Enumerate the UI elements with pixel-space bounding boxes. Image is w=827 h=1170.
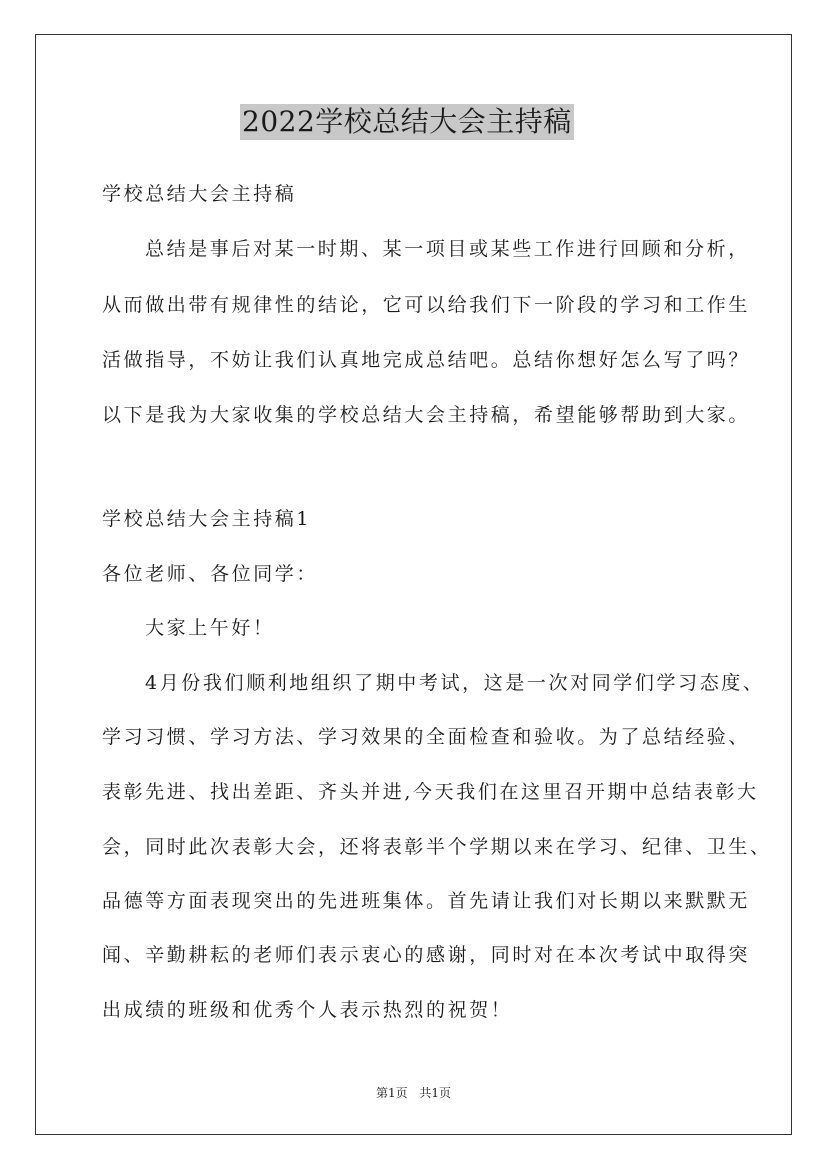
body-line: 闻、辛勤耕耘的老师们表示衷心的感谢，同时对在本次考试中取得突 (102, 944, 751, 966)
body-line: 出成绩的班级和优秀个人表示热烈的祝贺！ (102, 999, 513, 1021)
body-line: 表彰先进、找出差距、齐头并进,今天我们在这里召开期中总结表彰大 (102, 781, 759, 803)
intro-line: 从而做出带有规律性的结论，它可以给我们下一阶段的学习和工作生 (102, 294, 751, 316)
page-footer (0, 1085, 827, 1101)
body-line: 会，同时此次表彰大会，还将表彰半个学期以来在学习、纪律、卫生、 (102, 836, 772, 858)
body-line: 学习习惯、学习方法、学习效果的全面检查和验收。为了总结经验、 (102, 726, 751, 748)
body-line: 4月份我们顺利地组织了期中考试，这是一次对同学们学习态度、 (145, 672, 765, 694)
intro-line: 活做指导，不妨让我们认真地完成总结吧。总结你想好怎么写了吗？ (102, 349, 751, 371)
section-heading: 学校总结大会主持稿1 (102, 508, 312, 530)
page-number: 第1页 (375, 1086, 408, 1100)
document-subtitle: 学校总结大会主持稿 (102, 183, 297, 205)
document-title: 2022学校总结大会主持稿 (242, 105, 572, 138)
body-line: 品德等方面表现突出的先进班集体。首先请让我们对长期以来默默无 (102, 890, 751, 912)
intro-line: 以下是我为大家收集的学校总结大会主持稿，希望能够帮助到大家。 (102, 404, 751, 426)
intro-line: 总结是事后对某一时期、某一项目或某些工作进行回顾和分析， (145, 238, 750, 260)
greeting: 大家上午好！ (145, 617, 275, 639)
salutation: 各位老师、各位同学： (102, 563, 319, 585)
page-total: 共1页 (419, 1086, 452, 1100)
